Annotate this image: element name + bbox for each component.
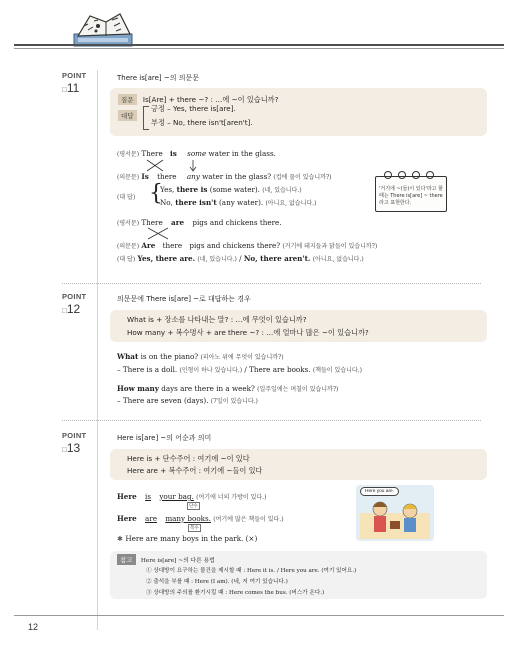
point-label: POINT	[62, 292, 87, 301]
rule-line: What is + 장소를 나타내는 말? : …에 무엇이 있습니까?	[127, 315, 307, 324]
point-title: 의문문에 There is[are] ~로 대답하는 경우	[117, 295, 251, 303]
answer-brace: {	[149, 181, 163, 206]
point-number: □11	[62, 81, 80, 95]
point-label: POINT	[62, 71, 87, 80]
singular-label: 단수	[189, 504, 198, 509]
reference-item: ① 상대방이 요구하는 물건을 제시할 때 : Here it is. / Here you are. (여기 있어요.)	[146, 568, 357, 574]
plural-label: 복수	[190, 526, 199, 531]
example-here-are: Here are many books. (여기에 많은 책들이 있다.)	[117, 514, 284, 523]
example-question: How many days are there in a week? (일주일에는 며칠이 있습니까?)	[117, 384, 339, 393]
answer-positive: 긍정 – Yes, there is[are].	[151, 104, 236, 113]
note-rings-icon	[382, 170, 438, 180]
footer-rule	[14, 615, 504, 616]
example-answer-tag: (대 답)	[117, 194, 136, 201]
answer-bracket	[143, 106, 149, 130]
example-answer-no: No, there isn't (any water). (아니요, 없습니다.)	[160, 198, 317, 207]
rule-line: Here is + 단수주어 : 여기에 ~이 있다	[127, 454, 250, 463]
header-rule-thin	[14, 48, 504, 49]
example2-question: (의문문) Are there pigs and chickens there? (거기에 돼지들과 닭들이 있습니까?)	[117, 241, 378, 250]
note-text: '거기에 ~(들)이 있다'라고 할 때는 There is[are] ~ there라고 표현한다.	[379, 186, 443, 206]
point-title: Here is[are] ~의 어순과 의미	[117, 434, 212, 442]
example-here-is: Here is your bag. (여기에 너의 가방이 있다.)	[117, 492, 267, 501]
answer-row	[118, 110, 137, 121]
reference-header: 참고 Here is[are] ~의 다른 용법	[117, 554, 215, 565]
example2-answer: (대 답) Yes, there are. (네, 있습니다.) / No, there aren't. (아니요, 없습니다.)	[117, 254, 364, 263]
rule-line: Here are + 복수주어 : 여기에 ~들이 있다	[127, 466, 263, 475]
point-title: There is[are] ~의 의문문	[117, 74, 200, 82]
question-text: Is[Are] + there ~? : …에 ~이 있습니까?	[142, 95, 279, 104]
page-number: 12	[28, 622, 39, 632]
point-number: □13	[62, 441, 81, 455]
header-rule	[14, 44, 504, 46]
example-question: What is on the piano? (피아노 위에 무엇이 있습니까?)	[117, 352, 284, 361]
section-divider	[62, 283, 481, 284]
example-answer-yes: Yes, there is (some water). (네, 있습니다.)	[160, 185, 302, 194]
example-answer: – There are seven (days). (7일이 있습니다.)	[117, 396, 258, 405]
point-number: □12	[62, 302, 81, 316]
swap-arrow-2	[144, 227, 174, 241]
swap-arrow	[143, 159, 203, 173]
point-label: POINT	[62, 431, 87, 440]
example-declarative: (평서문) There is some water in the glass.	[117, 149, 276, 158]
example-answer: – There is a doll. (인형이 하나 있습니다.) / There are books. (책들이 있습니다.)	[117, 365, 362, 374]
question-tag: 질문	[118, 94, 137, 105]
answer-tag: 대답	[118, 110, 137, 121]
reference-item: ② 출석을 부를 때 : Here (I am). (네, 저 여기 있습니다.)	[146, 579, 288, 585]
section-divider	[62, 420, 481, 421]
speech-bubble: Here you are.	[360, 487, 399, 496]
example-question: (의문문) Is there any water in the glass? (컵에 물이 있습니까?)	[117, 172, 332, 181]
rule-line: How many + 복수명사 + are there ~? : …에 얼마나 많은 ~이 있습니까?	[127, 328, 369, 337]
wrong-example: ✱ Here are many boys in the park. (×)	[117, 534, 258, 543]
margin-line	[97, 70, 98, 630]
example2-declarative: (평서문) There are pigs and chickens there.	[117, 218, 282, 227]
answer-negative: 부정 – No, there isn't[aren't].	[151, 118, 253, 127]
reference-item: ③ 상대방의 주의를 환기시킬 때 : Here comes the bus. (버스가 온다.)	[146, 590, 325, 596]
